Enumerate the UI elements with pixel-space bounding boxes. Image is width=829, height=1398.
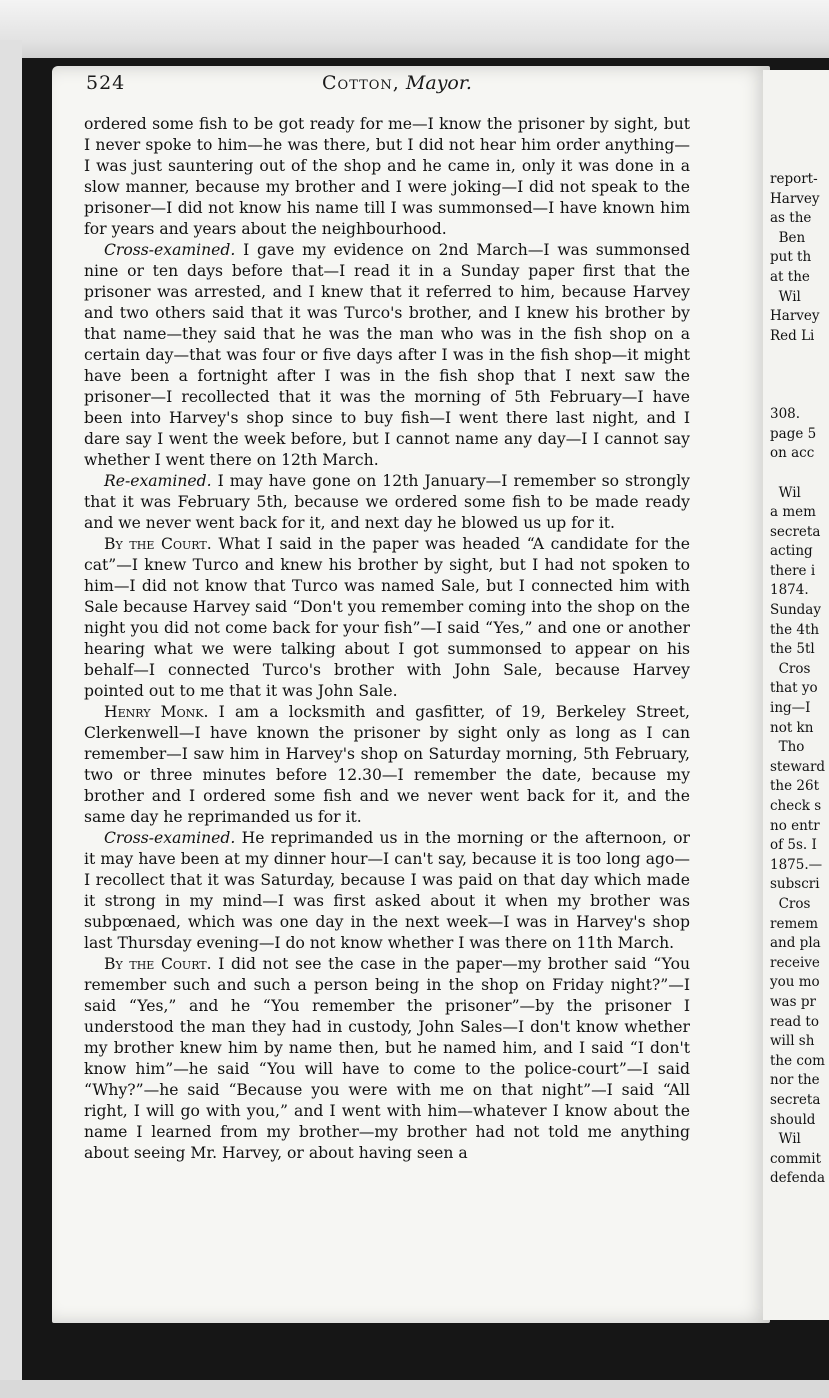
- paragraph-cross-examined-2: [84, 828, 690, 954]
- paragraph-lead: Henry Monk.: [104, 703, 209, 721]
- paragraph-lead: By the Court.: [104, 955, 212, 973]
- scan-bottom-margin: [0, 1380, 829, 1398]
- paragraph-cross-examined: [84, 240, 690, 471]
- running-head: [322, 72, 472, 94]
- paragraph-henry-monk: [84, 702, 690, 828]
- page-header: [86, 72, 646, 102]
- paragraph-continued: [84, 114, 690, 240]
- paragraph-by-the-court: [84, 534, 690, 702]
- facing-page-fragments: report- Harvey as the Ben put th at the Wil Harvey Red Li 308. page 5 on acc Wil a mem secreta acting there i 1874. Sunday the 4th the 5tl Cros that yo ing—I not kn Tho steward the 26t check s no entr of 5s. I 1875.— subscri Cros remem and pla receive you mo was pr read to will sh the com nor the secreta should Wil commit defenda: [770, 171, 826, 1187]
- paragraph-text: I did not see the case in the paper—my brother said “You remember such and such a person being in the shop on Friday night?”—I said “Yes,” and he “You remember the prisoner”—by the prisoner I understood the man they had in custody, John Sales—I don't know whether my brother knew him by name then, but he named him, and I said “I don't know him”—he said “You will have to come to the police-court”—I said “Why?”—he said “Because you were with me on that night”—I said “All right, I will go with you,” and I went with him—whatever I know about the name I learned from my brother—my brother had not told me anything about seeing Mr. Harvey, or about having seen a: [84, 955, 690, 1162]
- paragraph-lead: Re-examined.: [104, 472, 212, 490]
- scan-left-margin: [0, 40, 22, 1398]
- paragraph-by-the-court-2: [84, 954, 690, 1164]
- paragraph-lead: Cross-examined.: [104, 241, 236, 259]
- paragraph-text: I may have gone on 12th January—I remember so strongly that it was February 5th, because we ordered some fish to be made ready and we never went back for it, and next day he blowed us up for it.: [84, 472, 690, 532]
- paragraph-re-examined: [84, 471, 690, 534]
- paragraph-text: I am a locksmith and gasfitter, of 19, Berkeley Street, Clerkenwell—I have known the prisoner by sight only as long as I can remember—I saw him in Harvey's shop on Saturday morning, 5th February, two or three minutes before 12.30—I remember the date, because my brother and I ordered some fish and we never went back for it, and the same day he reprimanded us for it.: [84, 703, 690, 826]
- paragraph-text: What I said in the paper was headed “A candidate for the cat”—I knew Turco and knew his brother by sight, but I had not spoken to him—I did not know that Turco was named Sale, but I connected him with Sale because Harvey said “Don't you remember coming into the shop on the night you did not come back for your fish”—I said “Yes,” and one or another hearing what we were talking about I got summonsed to appear on his behalf—I connected Turco's brother with John Sale, because Harvey pointed out to me that it was John Sale.: [84, 535, 691, 700]
- paragraph-text: I gave my evidence on 2nd March—I was summonsed nine or ten days before that—I read it in a Sunday paper first that the prisoner was arrested, and I knew that it referred to him, because Harvey and two others said that it was Turco's brother, and I knew his brother by that name—they said that he was the man who was in the fish shop on a certain day—that was four or five days after I was in the fish shop—it might have been a fortnight after I was in the fish shop that I next saw the prisoner—I recollected that it was the morning of 5th February—I have been into Harvey's shop since to buy fish—I went there last night, and I dare say I went the week before, but I cannot name any day—I I cannot say whether I went there on 12th March.: [84, 241, 690, 469]
- testimony-body: [84, 114, 690, 1164]
- scan-top-margin: [0, 0, 829, 60]
- paragraph-text: He reprimanded us in the morning or the afternoon, or it may have been at my dinner hour—I can't say, because it is too long ago—I recollect that it was Saturday, because I was paid on that day which made it strong in my mind—I was first asked about it when my brother was subpœnaed, which was one day in the next week—I was in Harvey's shop last Thursday evening—I do not know whether I was there on 11th March.: [84, 829, 690, 952]
- running-head-title: Mayor.: [405, 72, 472, 94]
- paragraph-text: ordered some fish to be got ready for me—I know the prisoner by sight, but I never spoke to him—he was there, but I did not hear him order anything—I was just sauntering out of the shop and he came in, only it was done in a slow manner, because my brother and I were joking—I did not speak to the prisoner—I did not know his name till I was summonsed—I have known him for years and years about the neighbourhood.: [84, 115, 690, 238]
- paragraph-lead: By the Court.: [104, 535, 212, 553]
- right-page-edge: [763, 70, 829, 1320]
- paragraph-lead: Cross-examined.: [104, 829, 236, 847]
- running-head-name: Cotton,: [322, 72, 400, 94]
- page-number: 524: [86, 72, 126, 94]
